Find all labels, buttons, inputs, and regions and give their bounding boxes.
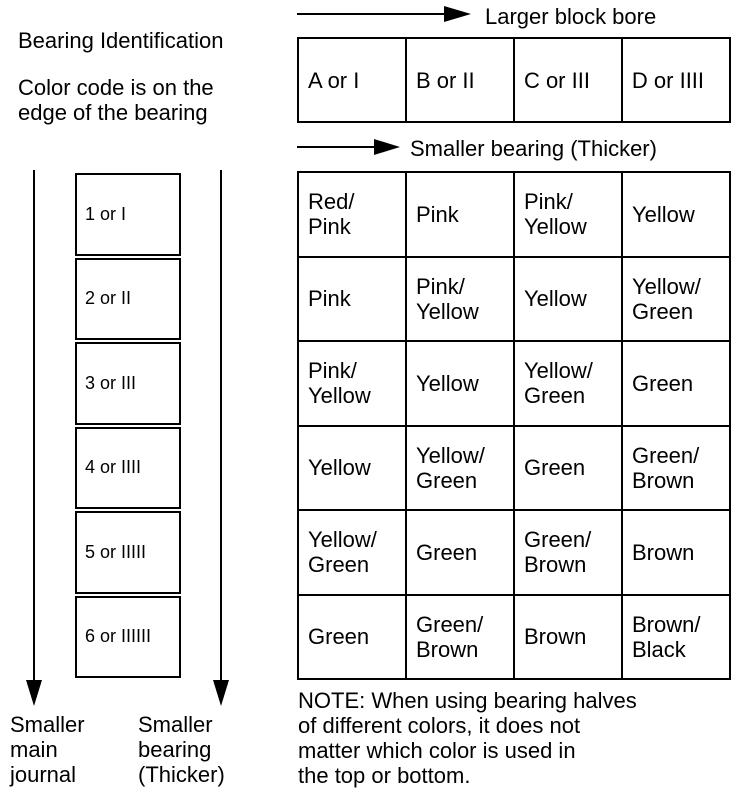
label-line: Smaller	[138, 712, 213, 737]
color-cell-line: Brown	[632, 467, 695, 493]
color-cell-line: Pink	[416, 201, 459, 227]
color-cell	[514, 341, 622, 426]
larger-block-bore-label: Larger block bore	[485, 4, 657, 29]
color-code-table	[297, 171, 731, 680]
block-grade-table	[297, 37, 731, 123]
block-grade-cell: B or II	[406, 38, 514, 122]
color-cell	[406, 172, 514, 257]
color-cell-line: Yellow	[416, 298, 479, 324]
color-row	[298, 257, 730, 342]
color-cell	[298, 172, 406, 257]
color-cell	[622, 257, 730, 342]
color-cell-line: Green	[632, 298, 694, 324]
color-cell-line: Red/	[308, 189, 355, 215]
color-cell-line: Green/	[416, 611, 484, 637]
color-cell	[622, 172, 730, 257]
smaller-bearing-thicker-arrowhead	[213, 680, 229, 706]
block-grade-cell: D or IIII	[622, 38, 730, 122]
color-cell	[298, 426, 406, 511]
journal-grade-cell: 4 or IIII	[75, 427, 181, 510]
color-cell	[406, 426, 514, 511]
color-cell-line: Green	[308, 624, 370, 650]
journal-grade-row	[75, 511, 181, 594]
color-cell	[298, 595, 406, 680]
journal-grade-row	[75, 427, 181, 510]
journal-grade-cell: 5 or IIIII	[75, 511, 181, 594]
color-cell-line: Green	[632, 370, 694, 396]
color-row	[298, 172, 730, 257]
color-cell-line: Brown/	[632, 611, 701, 637]
journal-grade-cell: 6 or IIIIII	[75, 596, 181, 679]
color-cell	[622, 341, 730, 426]
smaller-bearing-arrowhead	[374, 139, 400, 155]
note-line: matter which color is used in	[298, 738, 576, 763]
smaller-bearing-label: Smaller bearing (Thicker)	[410, 136, 657, 161]
note	[298, 688, 738, 788]
color-cell	[514, 595, 622, 680]
color-cell-line: Yellow/	[632, 273, 701, 299]
color-cell-line: Green	[524, 455, 586, 481]
label-line: Smaller	[10, 712, 85, 737]
color-cell	[406, 595, 514, 680]
color-cell-line: Pink/	[416, 273, 465, 299]
color-cell	[514, 510, 622, 595]
block-grade-cell: A or I	[298, 38, 406, 122]
color-cell-line: Yellow	[524, 214, 587, 240]
color-cell-line: Green	[308, 552, 370, 578]
color-cell-line: Brown	[524, 552, 587, 578]
color-cell-line: Yellow	[308, 455, 371, 481]
color-cell	[406, 510, 514, 595]
journal-grade-row	[75, 173, 181, 256]
smaller-bearing-thicker-label	[138, 712, 225, 787]
color-cell-line: Green/	[524, 527, 592, 553]
color-cell	[514, 426, 622, 511]
color-cell-line: Yellow/	[308, 527, 377, 553]
color-cell-line: Yellow	[632, 201, 695, 227]
color-cell-line: Green	[416, 539, 478, 565]
color-cell-line: Pink	[308, 214, 351, 240]
color-cell-line: Yellow	[416, 370, 479, 396]
label-line: (Thicker)	[138, 762, 225, 787]
color-cell-line: Green/	[632, 442, 700, 468]
color-cell-line: Brown	[416, 636, 479, 662]
color-cell-line: Brown	[632, 539, 695, 565]
color-cell	[514, 172, 622, 257]
color-cell	[622, 426, 730, 511]
color-cell-line: Yellow/	[524, 358, 593, 384]
label-line: main	[10, 737, 58, 762]
journal-grade-row	[75, 342, 181, 425]
color-cell-line: Yellow/	[416, 442, 485, 468]
journal-grade-row	[75, 258, 181, 341]
journal-grade-table	[73, 171, 183, 680]
note-line: the top or bottom.	[298, 763, 471, 788]
color-cell	[514, 257, 622, 342]
journal-grade-cell: 3 or III	[75, 342, 181, 425]
color-row	[298, 510, 730, 595]
color-cell-line: Yellow	[524, 286, 587, 312]
label-line: bearing	[138, 737, 212, 762]
note-line: of different colors, it does not	[298, 713, 581, 738]
smaller-main-journal-label	[10, 712, 85, 787]
label-line: journal	[10, 762, 77, 787]
color-cell-line: Pink/	[308, 358, 357, 384]
note-line: NOTE: When using bearing halves	[298, 688, 637, 713]
color-cell	[622, 510, 730, 595]
block-grade-cell: C or III	[514, 38, 622, 122]
color-cell-line: Brown	[524, 624, 587, 650]
color-cell	[622, 595, 730, 680]
journal-grade-cell: 2 or II	[75, 258, 181, 341]
subtitle	[18, 75, 278, 125]
page-title: Bearing Identification	[18, 28, 224, 53]
subtitle-line-1: Color code is on the	[18, 75, 214, 100]
color-row	[298, 341, 730, 426]
color-cell	[298, 257, 406, 342]
color-row	[298, 426, 730, 511]
journal-grade-row	[75, 596, 181, 679]
color-cell-line: Pink/	[524, 189, 573, 215]
color-cell-line: Green	[416, 467, 478, 493]
color-cell	[298, 341, 406, 426]
color-row	[298, 595, 730, 680]
color-cell	[298, 510, 406, 595]
color-cell-line: Pink	[308, 286, 351, 312]
color-cell-line: Green	[524, 383, 586, 409]
color-cell-line: Black	[632, 636, 686, 662]
smaller-main-journal-arrowhead	[26, 680, 42, 706]
color-cell-line: Yellow	[308, 383, 371, 409]
color-cell	[406, 257, 514, 342]
larger-block-bore-arrowhead	[444, 6, 471, 22]
subtitle-line-2: edge of the bearing	[18, 100, 208, 125]
journal-grade-cell: 1 or I	[75, 173, 181, 256]
color-cell	[406, 341, 514, 426]
